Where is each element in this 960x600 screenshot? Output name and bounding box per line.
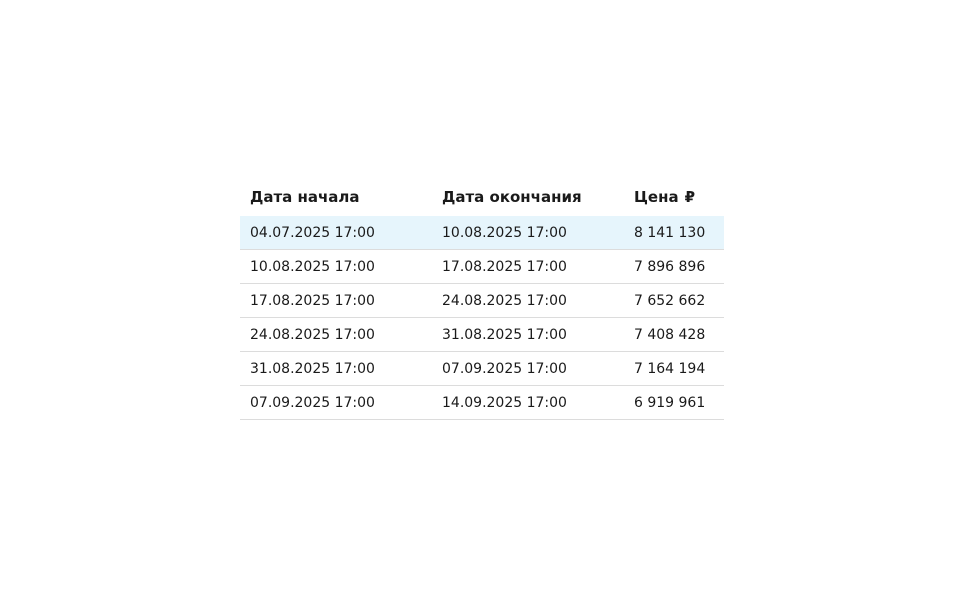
table-row [240,352,724,386]
cell-price: 7 164 194 [624,352,724,386]
cell-start-date: 04.07.2025 17:00 [240,216,432,250]
cell-price: 7 408 428 [624,318,724,352]
cell-start-date: 17.08.2025 17:00 [240,284,432,318]
cell-end-date: 07.09.2025 17:00 [432,352,624,386]
table-row [240,284,724,318]
table-row [240,250,724,284]
table-header-row [240,178,724,216]
table-row [240,386,724,420]
cell-start-date: 24.08.2025 17:00 [240,318,432,352]
ruble-sign-icon: ₽ [684,188,696,206]
price-schedule-table [240,178,724,420]
header-price [624,178,724,216]
header-end-date: Дата окончания [442,188,582,206]
header-start-date: Дата начала [250,188,360,206]
table-row [240,318,724,352]
cell-start-date: 10.08.2025 17:00 [240,250,432,284]
price-schedule-table-container [240,178,724,420]
cell-end-date: 14.09.2025 17:00 [432,386,624,420]
cell-end-date: 10.08.2025 17:00 [432,216,624,250]
cell-start-date: 31.08.2025 17:00 [240,352,432,386]
cell-price: 8 141 130 [624,216,724,250]
header-price-label: Цена [634,188,679,206]
cell-price: 6 919 961 [624,386,724,420]
cell-price: 7 652 662 [624,284,724,318]
table-row [240,216,724,250]
cell-start-date: 07.09.2025 17:00 [240,386,432,420]
cell-end-date: 17.08.2025 17:00 [432,250,624,284]
cell-end-date: 31.08.2025 17:00 [432,318,624,352]
cell-price: 7 896 896 [624,250,724,284]
cell-end-date: 24.08.2025 17:00 [432,284,624,318]
